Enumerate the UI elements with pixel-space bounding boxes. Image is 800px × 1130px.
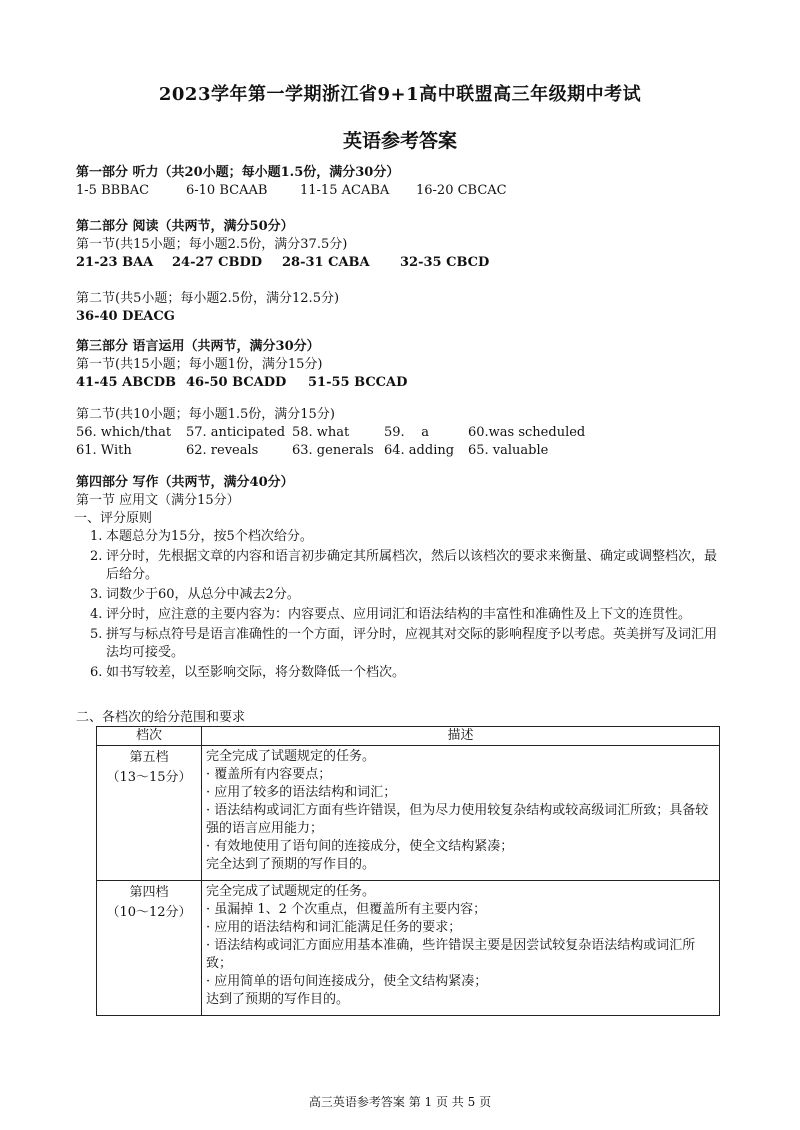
description-line: 完全达到了预期的写作目的。: [206, 857, 376, 872]
answer-item: 56. which/that: [76, 425, 172, 440]
description-line: · 语法结构或词汇方面应用基本准确，些许错误主要是因尝试较复杂语法结构或词汇所致；: [206, 938, 696, 971]
part3-section2-heading: 第二节(共10小题；每小题1.5份，满分15分): [76, 407, 335, 422]
level-name: 第四档: [129, 885, 169, 900]
level-name: 第五档: [129, 750, 169, 765]
part2-heading: 第二部分 阅读（共两节，满分50分）: [76, 219, 294, 234]
principle-item: 1. 本题总分为15分，按5个档次给分。: [90, 529, 313, 544]
level-range: （13～15分）: [106, 770, 192, 785]
part3-section2-row2: [76, 442, 736, 460]
description-line: 完全完成了试题规定的任务。: [206, 884, 376, 899]
answer-group: 16-20 CBCAC: [416, 183, 507, 198]
description-line: · 虽漏掉 1、2 个次重点，但覆盖所有主要内容；: [206, 902, 487, 917]
level-cell: [97, 881, 202, 1016]
grading-table: [96, 726, 720, 1016]
answer-group: 6-10 BCAAB: [186, 183, 268, 198]
part2-section2-answers: 36-40 DEACG: [76, 309, 175, 324]
answer-item: 62. reveals: [186, 443, 259, 458]
part1-section: [76, 164, 736, 200]
table-header-row: [97, 727, 720, 746]
table-row: [97, 881, 720, 1016]
answer-group: 46-50 BCADD: [186, 375, 287, 390]
description-line: · 应用了较多的语法结构和词汇；: [206, 785, 397, 800]
part4-heading: 第四部分 写作（共两节，满分40分）: [76, 475, 294, 490]
principles-list: [76, 528, 720, 682]
principles-heading: 一、评分原则: [74, 511, 153, 526]
answer-item: 65. valuable: [468, 443, 549, 458]
part1-answers: [76, 182, 736, 200]
answer-item: 60.was scheduled: [468, 425, 586, 440]
part2-section2-heading: 第二节(共5小题；每小题2.5份，满分12.5分): [76, 291, 340, 306]
part3-section: [76, 338, 736, 392]
answer-item: 59. a: [384, 425, 429, 440]
description-line: · 应用的语法结构和词汇能满足任务的要求；: [206, 920, 462, 935]
part4-section1-heading: 第一节 应用文（满分15分）: [76, 493, 240, 508]
answer-item: 63. generals: [292, 443, 374, 458]
answer-group: 21-23 BAA: [76, 255, 154, 270]
level-cell: [97, 746, 202, 881]
description-line: 完全完成了试题规定的任务。: [206, 749, 376, 764]
level-range: （10～12分）: [106, 905, 192, 920]
part3-section1-heading: 第一节(共15小题；每小题1份，满分15分): [76, 357, 323, 372]
part2-section1-answers: [76, 254, 736, 272]
page-footer: 高三英语参考答案 第 1 页 共 5 页: [308, 1095, 492, 1109]
description-line: · 有效地使用了语句间的连接成分，使全文结构紧凑；: [206, 839, 514, 854]
principle-item: 4. 评分时，应注意的主要内容为：内容要点、应用词汇和语法结构的丰富性和准确性及上下文的连贯性。: [90, 607, 692, 622]
part3-section2-row1: [76, 424, 736, 442]
table-row: [97, 746, 720, 881]
part3-section1-answers: [76, 374, 736, 392]
part2-section: [76, 218, 736, 272]
part2-section1-heading: 第一节(共15小题；每小题2.5份，满分37.5分): [76, 237, 348, 252]
description-cell: [202, 881, 720, 1016]
answer-group: 41-45 ABCDB: [76, 375, 177, 390]
description-line: · 覆盖所有内容要点；: [206, 767, 332, 782]
principle-item: 3. 词数少于60，从总分中减去2分。: [90, 587, 300, 602]
principle-item: 2. 评分时，先根据文章的内容和语言初步确定其所属档次，然后以该档次的要求来衡量、确定或调整档次，最后给分。: [90, 549, 718, 582]
answer-group: 24-27 CBDD: [172, 255, 262, 270]
answer-group: 1-5 BBBAC: [76, 183, 150, 198]
levels-heading: 二、各档次的给分范围和要求: [76, 710, 246, 725]
answer-group: 51-55 BCCAD: [308, 375, 408, 390]
description-line: · 应用简单的语句间连接成分，使全文结构紧凑；: [206, 974, 488, 989]
part1-heading: 第一部分 听力（共20小题；每小题1.5份，满分30分）: [76, 165, 400, 180]
answer-item: 57. anticipated: [186, 425, 286, 440]
answer-item: 61. With: [76, 443, 132, 458]
description-line: · 语法结构或词汇方面有些许错误，但为尽力使用较复杂结构或较高级词汇所致；具备较强的语言应用能力；: [206, 803, 709, 836]
answer-group: 32-35 CBCD: [400, 255, 490, 270]
part4-section: [76, 474, 736, 684]
answer-group: 11-15 ACABA: [300, 183, 390, 198]
part3-section2: [76, 406, 736, 460]
answer-key-title: 英语参考答案: [342, 130, 457, 152]
principle-item: 6. 如书写较差，以至影响交际，将分数降低一个档次。: [90, 665, 406, 680]
description-cell: [202, 746, 720, 881]
answer-item: 64. adding: [384, 443, 455, 458]
column-header-level: 档次: [97, 727, 202, 746]
exam-title: 2023学年第一学期浙江省9+1高中联盟高三年级期中考试: [158, 84, 642, 105]
part2-section2: [76, 290, 736, 326]
description-line: 达到了预期的写作目的。: [206, 992, 350, 1007]
answer-group: 28-31 CABA: [282, 255, 370, 270]
column-header-description: 描述: [202, 727, 720, 746]
answer-item: 58. what: [292, 425, 350, 440]
principle-item: 5. 拼写与标点符号是语言准确性的一个方面，评分时，应视其对交际的影响程度予以考虑。英美拼写及词汇用法均可接受。: [90, 627, 718, 660]
part3-heading: 第三部分 语言运用（共两节，满分30分）: [76, 339, 320, 354]
